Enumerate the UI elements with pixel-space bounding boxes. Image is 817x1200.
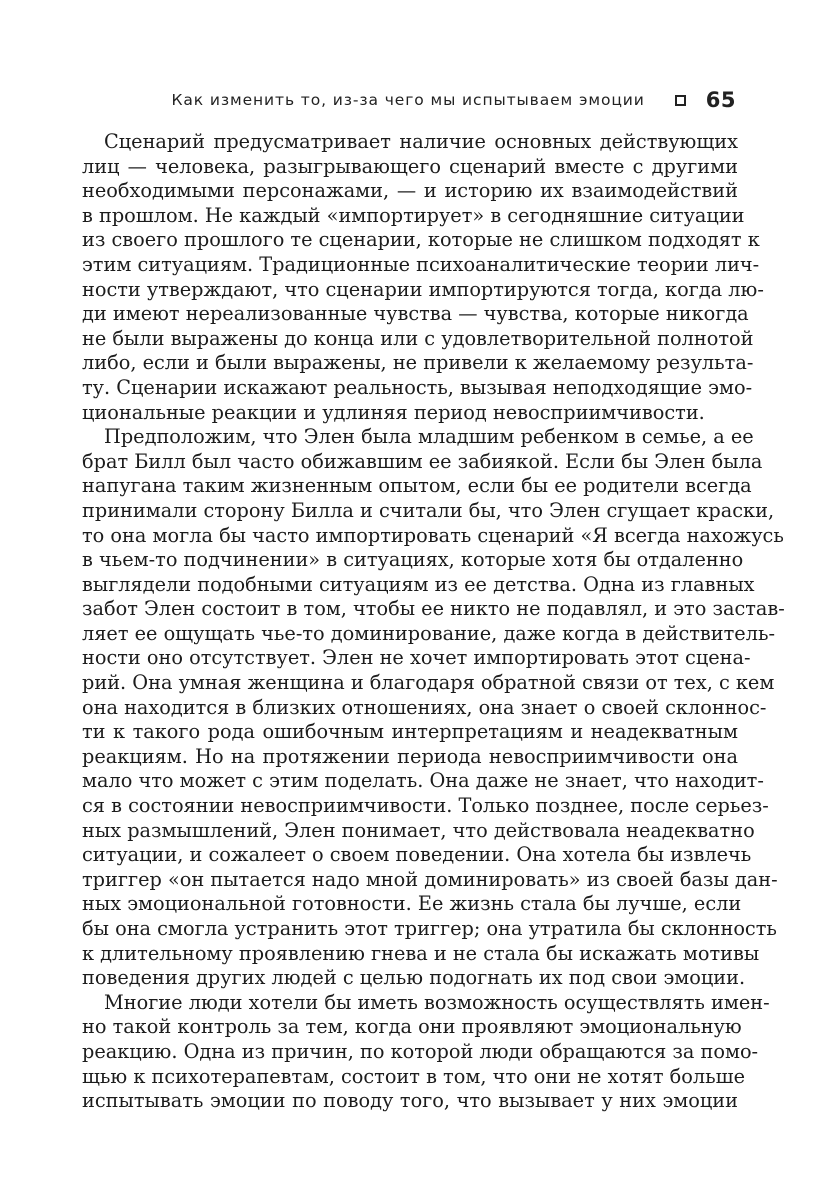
text-line: поведения других людей с целью подогнать их под свои эмоции. [82,966,746,990]
text-line: ности утверждают, что сценарии импортируются тогда, когда лю- [82,277,764,301]
text-line: брат Билл был часто обижавшим ее забиякой. Если бы Элен была [82,449,763,473]
body-text [82,130,785,1114]
text-line: циональные реакции и удлиняя период невосприимчивости. [82,400,705,424]
text-line: к длительному проявлению гнева и не стала бы искажать мотивы [82,941,760,965]
text-line: выглядели подобными ситуациям из ее детства. Одна из главных [82,572,755,596]
text-line: ляет ее ощущать чье-то доминирование, даже когда в действитель- [82,621,775,645]
text-line: необходимыми персонажами, — и историю их взаимодействий [82,179,738,203]
running-title: Как изменить то, из-за чего мы испытываем эмоции [171,91,645,109]
text-line: но такой контроль за тем, когда они проявляют эмоциональную [82,1015,742,1039]
running-header [96,86,736,114]
text-line: в прошлом. Не каждый «импортирует» в сегодняшние ситуации [82,203,745,227]
text-line: ных эмоциональной готовности. Ее жизнь стала бы лучше, если [82,892,742,916]
paragraph [82,130,764,425]
text-line: то она могла бы часто импортировать сценарий «Я всегда нахожусь [82,523,784,547]
text-line: принимали сторону Билла и считали бы, что Элен сгущает краски, [82,498,775,522]
text-line: мало что может с этим поделать. Она даже не знает, что находит- [82,769,764,793]
text-line: испытывать эмоции по поводу того, что вызывает у них эмоции [82,1089,738,1113]
text-line: не были выражены до конца или с удовлетворительной полнотой [82,326,754,350]
text-line: ситуации, и сожалеет о своем поведении. Она хотела бы извлечь [82,843,752,867]
paragraph [82,425,785,991]
text-line: ных размышлений, Элен понимает, что действовала неадекватно [82,818,755,842]
page-number: 65 [705,88,736,112]
text-line: ту. Сценарии искажают реальность, вызывая неподходящие эмо- [82,375,753,399]
text-line: Сценарий предусматривает наличие основных действующих [104,130,738,153]
text-line: щью к психотерапевтам, состоит в том, что они не хотят больше [82,1064,745,1088]
text-line: Предположим, что Элен была младшим ребенком в семье, а ее [104,425,754,449]
text-line: ти к такого рода ошибочным интерпретациям и неадекватным [82,720,738,744]
text-line: ности оно отсутствует. Элен не хочет импортировать этот сцена- [82,646,751,670]
text-line: реакциям. Но на протяжении периода невосприимчивости она [82,744,738,768]
text-line: бы она смогла устранить этот триггер; она утратила бы склонность [82,917,777,940]
text-line: Многие люди хотели бы иметь возможность осуществлять имен- [104,990,770,1014]
text-line: в чьем-то подчинении» в ситуациях, которые хотя бы отдаленно [82,548,744,572]
text-line: ди имеют нереализованные чувства — чувства, которые никогда [82,302,749,326]
text-line: забот Элен состоит в том, чтобы ее никто не подавлял, и это застав- [82,597,785,621]
square-icon [675,95,686,106]
text-line: она находится в близких отношениях, она знает о своей склоннос- [82,695,767,719]
text-line: рий. Она умная женщина и благодаря обратной связи от тех, с кем [82,671,775,695]
text-line: ся в состоянии невосприимчивости. Только позднее, после серьез- [82,794,769,818]
text-line: лиц — человека, разыгрывающего сценарий вместе с другими [82,154,738,178]
text-line: из своего прошлого те сценарии, которые не слишком подходят к [82,228,760,252]
text-line: реакцию. Одна из причин, по которой люди обращаются за помо- [82,1039,759,1063]
text-line: либо, если и были выражены, не привели к желаемому результа- [82,351,754,375]
paragraph [82,990,770,1114]
text-line: напугана таким жизненным опытом, если бы ее родители всегда [82,474,752,498]
text-line: триггер «он пытается надо мной доминировать» из своей базы дан- [82,867,778,891]
text-line: этим ситуациям. Традиционные психоаналитические теории лич- [82,252,760,276]
